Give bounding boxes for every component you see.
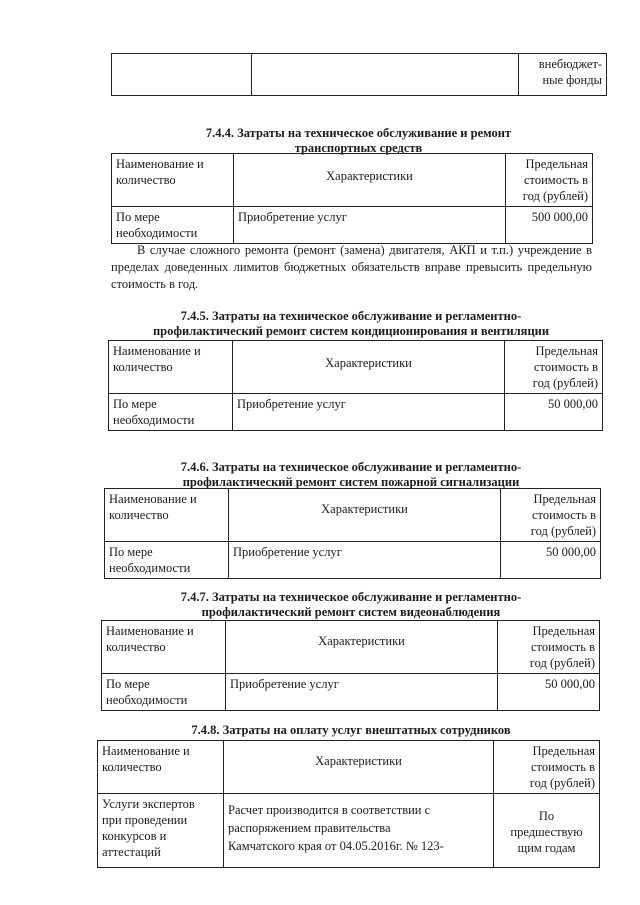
section-744-title: 7.4.4. Затраты на техническое обслуживание и ремонт транспортных средств [205,126,512,155]
table-row [102,674,600,711]
table-header-row [109,341,603,394]
table-header-row [105,489,601,542]
row-name: Услуги экспертов при проведении конкурсов и аттестаций [98,794,224,868]
top-table-cell [252,54,519,96]
section-744-table [111,153,593,244]
header-price: Предельная стоимость в год (рублей) [505,341,603,394]
section-745-table [108,340,603,431]
header-name: Наименование и количество [98,741,224,794]
row-name: По мере необходимости [105,542,229,579]
row-characteristics: Расчет производится в соответствии с распоряжением правительства Камчатского края от 04.05.2016г. № 123- [224,794,494,868]
section-746-table [104,488,601,579]
row-price: 50 000,00 [501,542,601,579]
row-name: По мере необходимости [102,674,226,711]
section-748-title: 7.4.8. Затраты на оплату услуг внештатных сотрудников [191,723,511,737]
table-header-row [98,741,600,794]
header-characteristics: Характеристики [234,154,506,207]
row-name: По мере необходимости [112,207,234,244]
header-characteristics: Характеристики [229,489,501,542]
row-price: По предшествую щим годам [494,794,600,868]
header-price: Предельная стоимость в год (рублей) [501,489,601,542]
header-price: Предельная стоимость в год (рублей) [506,154,593,207]
section-747-title: 7.4.7. Затраты на техническое обслуживание и регламентно- профилактический ремонт систем видеонаблюдения [180,590,522,619]
header-characteristics: Характеристики [233,341,505,394]
funding-line: ные фонды [542,73,602,87]
table-row [109,394,603,431]
section-744-note: В случае сложного ремонта (ремонт (замена) двигателя, АКП и т.п.) учреждение в пределах доведенных лимитов бюджетных обязательств вправе превысить предельную стоимость в год. [111,243,592,291]
header-name: Наименование и количество [112,154,234,207]
row-characteristics: Приобретение услуг [229,542,501,579]
row-name: По мере необходимости [109,394,233,431]
row-price: 500 000,00 [506,207,593,244]
section-746-title: 7.4.6. Затраты на техническое обслуживание и регламентно- профилактический ремонт систем пожарной сигнализации [180,460,522,489]
row-characteristics: Приобретение услуг [234,207,506,244]
table-header-row [112,154,593,207]
header-price: Предельная стоимость в год (рублей) [498,621,600,674]
row-price: 50 000,00 [505,394,603,431]
header-name: Наименование и количество [105,489,229,542]
header-price: Предельная стоимость в год (рублей) [494,741,600,794]
funding-line: внебюджет- [538,57,602,71]
table-row [105,542,601,579]
row-characteristics: Приобретение услуг [233,394,505,431]
table-row [98,794,600,868]
section-748-table [97,740,600,868]
table-row [112,207,593,244]
header-characteristics: Характеристики [226,621,498,674]
header-name: Наименование и количество [102,621,226,674]
section-747-table [101,620,600,711]
row-price: 50 000,00 [498,674,600,711]
top-table [111,53,607,96]
top-table-cell [112,54,252,96]
row-characteristics: Приобретение услуг [226,674,498,711]
header-characteristics: Характеристики [224,741,494,794]
section-745-title: 7.4.5. Затраты на техническое обслуживание и регламентно- профилактический ремонт систем кондиционирования и вентиляции [152,309,550,338]
table-header-row [102,621,600,674]
top-table-funding-cell [519,54,607,96]
header-name: Наименование и количество [109,341,233,394]
